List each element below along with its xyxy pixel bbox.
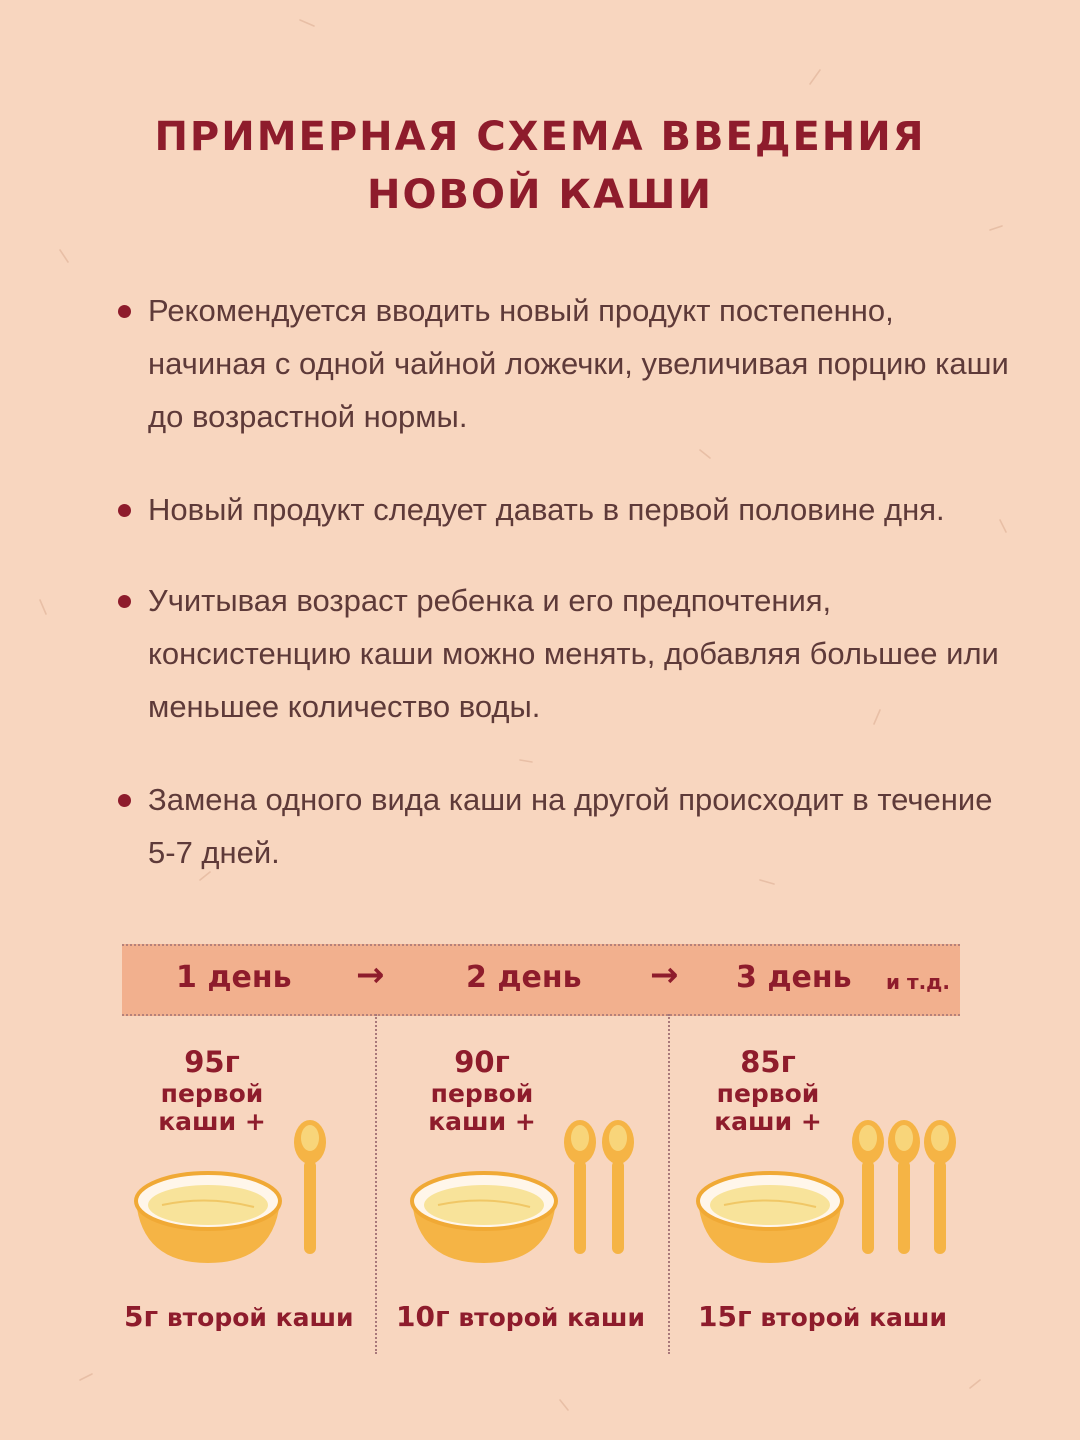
- first-label: первой: [430, 1079, 534, 1108]
- bowl-icon: [694, 1155, 846, 1265]
- list-item: [118, 574, 1018, 733]
- page-title: [0, 108, 1080, 224]
- second-amount: 15г: [698, 1300, 752, 1333]
- day-3-label: 3 день: [736, 960, 852, 995]
- list-item: [118, 773, 1018, 879]
- list-item-text: Учитывая возраст ребенка и его предпочтения, консистенцию каши можно менять, добавляя большее или меньшее количество воды.: [148, 583, 999, 724]
- title-line-2: НОВОЙ КАШИ: [367, 172, 713, 218]
- step-3-second-portion: [698, 1300, 947, 1333]
- list-item-text: Рекомендуется вводить новый продукт постепенно, начиная с одной чайной ложечки, увеличивая порцию каши до возрастной нормы.: [148, 293, 1009, 434]
- spoon-icon: [886, 1118, 922, 1258]
- bullet-icon: [118, 595, 131, 608]
- day-2-label: 2 день: [466, 960, 582, 995]
- first-label: первой: [160, 1079, 264, 1108]
- column-divider: [375, 1014, 377, 1354]
- second-amount: 10г: [396, 1300, 450, 1333]
- first-label: каши +: [158, 1107, 266, 1136]
- list-item: [118, 483, 1018, 536]
- list-item: [118, 284, 1018, 443]
- second-label: второй каши: [166, 1303, 354, 1332]
- bullet-icon: [118, 504, 131, 517]
- step-2-first-portion: [392, 1044, 572, 1136]
- day-1-label: 1 день: [176, 960, 292, 995]
- first-amount: 85г: [740, 1045, 796, 1079]
- spoon-icon: [850, 1118, 886, 1258]
- spoon-icon: [292, 1118, 328, 1258]
- step-1-second-portion: [124, 1300, 354, 1333]
- first-amount: 90г: [454, 1045, 510, 1079]
- bowl-icon: [408, 1155, 560, 1265]
- bullet-icon: [118, 305, 131, 318]
- column-divider: [668, 1014, 670, 1354]
- bullet-icon: [118, 794, 131, 807]
- step-1-first-portion: [122, 1044, 302, 1136]
- arrow-right-icon: →: [356, 955, 385, 995]
- spoon-icon: [600, 1118, 636, 1258]
- first-label: каши +: [428, 1107, 536, 1136]
- first-amount: 95г: [184, 1045, 240, 1079]
- step-3-first-portion: [678, 1044, 858, 1136]
- etc-label: и т.д.: [886, 970, 950, 994]
- step-2-second-portion: [396, 1300, 645, 1333]
- spoon-icon: [922, 1118, 958, 1258]
- second-amount: 5г: [124, 1300, 159, 1333]
- list-item-text: Замена одного вида каши на другой происходит в течение 5-7 дней.: [148, 782, 993, 870]
- arrow-right-icon: →: [650, 955, 679, 995]
- spoon-icon: [562, 1118, 598, 1258]
- recommendation-list: [118, 284, 1018, 919]
- bowl-icon: [132, 1155, 284, 1265]
- second-label: второй каши: [458, 1303, 645, 1332]
- first-label: каши +: [714, 1107, 822, 1136]
- second-label: второй каши: [760, 1303, 947, 1332]
- first-label: первой: [716, 1079, 820, 1108]
- title-line-1: ПРИМЕРНАЯ СХЕМА ВВЕДЕНИЯ: [154, 114, 926, 160]
- list-item-text: Новый продукт следует давать в первой половине дня.: [148, 492, 945, 527]
